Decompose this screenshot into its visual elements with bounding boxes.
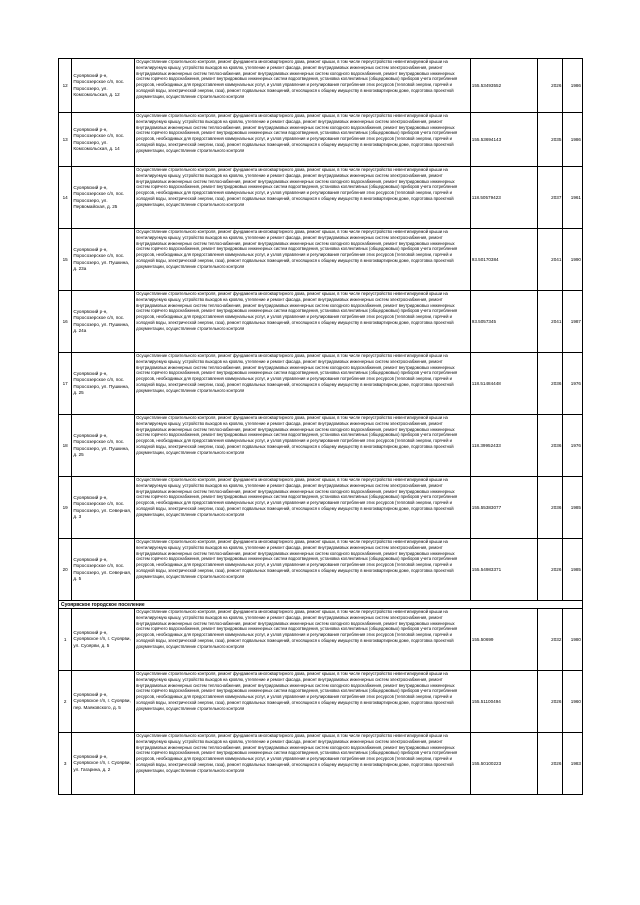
table-row: [59, 353, 583, 415]
table-row: [59, 609, 583, 671]
cost-value: 155.53493552: [470, 59, 537, 113]
house-address: Суоярвский р-н, Поросозерское с/п, пос. Поросозеро, ул. Пушкина, д. 25: [72, 415, 135, 477]
table-body-poroso: [59, 59, 583, 601]
house-address: Суоярвский р-н, Поросозерское с/п, пос. Поросозеро, ул. Пушкина, д. 24а: [72, 291, 135, 353]
section-row: [59, 601, 583, 609]
house-address: Суоярвский р-н, Поросозерское с/п, пос. Поросозеро, ул. Пушкина, д. 23а: [72, 229, 135, 291]
cost-value: 155.54983371: [470, 539, 537, 601]
cost-value: 118.51484448: [470, 353, 537, 415]
row-number: 2: [59, 671, 72, 733]
cost-value: 93.5057345: [470, 291, 537, 353]
cost-value: 118.39952433: [470, 415, 537, 477]
row-number: 19: [59, 477, 72, 539]
repair-year: 2036: [537, 415, 563, 477]
house-address: Суоярвский р-н, Поросозерское с/п, пос. Поросозеро, ул. Первомайская, д. 25: [72, 167, 135, 229]
row-number: 13: [59, 113, 72, 167]
row-number: 18: [59, 415, 72, 477]
row-number: 12: [59, 59, 72, 113]
row-number: 16: [59, 291, 72, 353]
work-description: Осуществление строительного контроля, ремонт фундамента многоквартирного дома, ремонт крыши, в том числе переустройство невентилируемой крыши на вентилируемую крышу, устройство выходов на кровлю, утепление и ремонт фасада, ремонт внутридомовых инженерных систем электроснабжения, ремонт внутридомовых инженерных систем теплоснабжения, ремонт внутридомовых инженерных систем холодного водоснабжения, ремонт внутридомовых инженерных систем горячего водоснабжения, ремонт внутридомовых инженерных систем водоотведения, установка коллективных (общедомовых) приборов учета потребления ресурсов, необходимых для предоставления коммунальных услуг, и узлов управления и регулирования потребления этих ресурсов (тепловой энергии, горячей и холодной воды, электрической энергии, газа), ремонт подвальных помещений, относящихся к общему имуществу в многоквартирном доме, подготовка проектной документации, осуществление строительного контроля: [135, 291, 471, 353]
house-address: Суоярвский р-н, Поросозерское с/п, пос. Поросозеро, ул. Комсомольская, д. 14: [72, 113, 135, 167]
cost-value: 155.50699: [470, 609, 537, 671]
repair-year: 2036: [537, 353, 563, 415]
repair-year: 2036: [537, 477, 563, 539]
build-year: 1983: [563, 733, 583, 795]
work-description: Осуществление строительного контроля, ремонт фундамента многоквартирного дома, ремонт крыши, в том числе переустройство невентилируемой крыши на вентилируемую крышу, устройство выходов на кровлю, утепление и ремонт фасада, ремонт внутридомовых инженерных систем электроснабжения, ремонт внутридомовых инженерных систем теплоснабжения, ремонт внутридомовых инженерных систем холодного водоснабжения, ремонт внутридомовых инженерных систем горячего водоснабжения, ремонт внутридомовых инженерных систем водоотведения, установка коллективных (общедомовых) приборов учета потребления ресурсов, необходимых для предоставления коммунальных услуг, и узлов управления и регулирования потребления этих ресурсов (тепловой энергии, горячей и холодной воды, электрической энергии, газа), ремонт подвальных помещений, относящихся к общему имуществу в многоквартирном доме, подготовка проектной документации, осуществление строительного контроля: [135, 353, 471, 415]
build-year: 1986: [563, 59, 583, 113]
house-address: Суоярвский р-н, Поросозерское с/п, пос. Поросозеро, ул. Комсомольская, д. 12: [72, 59, 135, 113]
table-row: [59, 733, 583, 795]
repair-year: 2026: [537, 539, 563, 601]
build-year: 1985: [563, 539, 583, 601]
row-number: 14: [59, 167, 72, 229]
build-year: 1986: [563, 113, 583, 167]
work-description: Осуществление строительного контроля, ремонт фундамента многоквартирного дома, ремонт крыши, в том числе переустройство невентилируемой крыши на вентилируемую крышу, устройство выходов на кровлю, утепление и ремонт фасада, ремонт внутридомовых инженерных систем электроснабжения, ремонт внутридомовых инженерных систем теплоснабжения, ремонт внутридомовых инженерных систем холодного водоснабжения, ремонт внутридомовых инженерных систем горячего водоснабжения, ремонт внутридомовых инженерных систем водоотведения, установка коллективных (общедомовых) приборов учета потребления ресурсов, необходимых для предоставления коммунальных услуг, и узлов управления и регулирования потребления этих ресурсов (тепловой энергии, горячей и холодной воды, электрической энергии, газа), ремонт подвальных помещений, относящихся к общему имуществу в многоквартирном доме, подготовка проектной документации, осуществление строительного контроля: [135, 229, 471, 291]
row-number: 3: [59, 733, 72, 795]
work-description: Осуществление строительного контроля, ремонт фундамента многоквартирного дома, ремонт крыши, в том числе переустройство невентилируемой крыши на вентилируемую крышу, устройство выходов на кровлю, утепление и ремонт фасада, ремонт внутридомовых инженерных систем электроснабжения, ремонт внутридомовых инженерных систем теплоснабжения, ремонт внутридомовых инженерных систем холодного водоснабжения, ремонт внутридомовых инженерных систем горячего водоснабжения, ремонт внутридомовых инженерных систем водоотведения, установка коллективных (общедомовых) приборов учета потребления ресурсов, необходимых для предоставления коммунальных услуг, и узлов управления и регулирования потребления этих ресурсов (тепловой энергии, горячей и холодной воды, электрической энергии, газа), ремонт подвальных помещений, относящихся к общему имуществу в многоквартирном доме, подготовка проектной документации, осуществление строительного контроля: [135, 609, 471, 671]
cost-value: 155.53694143: [470, 113, 537, 167]
house-address: Суоярвский р-н, Суоярвское г/п, г. Суоярви, ул. Гагарина, д. 2: [72, 733, 135, 795]
build-year: 1976: [563, 415, 583, 477]
work-description: Осуществление строительного контроля, ремонт фундамента многоквартирного дома, ремонт крыши, в том числе переустройство невентилируемой крыши на вентилируемую крышу, устройство выходов на кровлю, утепление и ремонт фасада, ремонт внутридомовых инженерных систем электроснабжения, ремонт внутридомовых инженерных систем теплоснабжения, ремонт внутридомовых инженерных систем холодного водоснабжения, ремонт внутридомовых инженерных систем горячего водоснабжения, ремонт внутридомовых инженерных систем водоотведения, установка коллективных (общедомовых) приборов учета потребления ресурсов, необходимых для предоставления коммунальных услуг, и узлов управления и регулирования потребления этих ресурсов (тепловой энергии, горячей и холодной воды, электрической энергии, газа), ремонт подвальных помещений, относящихся к общему имуществу в многоквартирном доме, подготовка проектной документации, осуществление строительного контроля: [135, 113, 471, 167]
cost-value: 118.50579423: [470, 167, 537, 229]
register-table: [58, 58, 583, 795]
repair-year: 2037: [537, 167, 563, 229]
house-address: Суоярвский р-н, Поросозерское с/п, пос. Поросозеро, ул. Северная, д. 5: [72, 539, 135, 601]
cost-value: 93.50170384: [470, 229, 537, 291]
work-description: Осуществление строительного контроля, ремонт фундамента многоквартирного дома, ремонт крыши, в том числе переустройство невентилируемой крыши на вентилируемую крышу, устройство выходов на кровлю, утепление и ремонт фасада, ремонт внутридомовых инженерных систем электроснабжения, ремонт внутридомовых инженерных систем теплоснабжения, ремонт внутридомовых инженерных систем холодного водоснабжения, ремонт внутридомовых инженерных систем горячего водоснабжения, ремонт внутридомовых инженерных систем водоотведения, установка коллективных (общедомовых) приборов учета потребления ресурсов, необходимых для предоставления коммунальных услуг, и узлов управления и регулирования потребления этих ресурсов (тепловой энергии, горячей и холодной воды, электрической энергии, газа), ремонт подвальных помещений, относящихся к общему имуществу в многоквартирном доме, подготовка проектной документации, осуществление строительного контроля: [135, 167, 471, 229]
repair-year: 2041: [537, 229, 563, 291]
house-address: Суоярвский р-н, Поросозерское с/п, пос. Поросозеро, ул. Пушкина, д. 25: [72, 353, 135, 415]
build-year: 1990: [563, 229, 583, 291]
build-year: 1960: [563, 671, 583, 733]
cost-value: 155.50100223: [470, 733, 537, 795]
repair-year: 2041: [537, 291, 563, 353]
build-year: 1987: [563, 291, 583, 353]
work-description: Осуществление строительного контроля, ремонт фундамента многоквартирного дома, ремонт крыши, в том числе переустройство невентилируемой крыши на вентилируемую крышу, устройство выходов на кровлю, утепление и ремонт фасада, ремонт внутридомовых инженерных систем электроснабжения, ремонт внутридомовых инженерных систем теплоснабжения, ремонт внутридомовых инженерных систем холодного водоснабжения, ремонт внутридомовых инженерных систем горячего водоснабжения, ремонт внутридомовых инженерных систем водоотведения, установка коллективных (общедомовых) приборов учета потребления ресурсов, необходимых для предоставления коммунальных услуг, и узлов управления и регулирования потребления этих ресурсов (тепловой энергии, горячей и холодной воды, электрической энергии, газа), ремонт подвальных помещений, относящихся к общему имуществу в многоквартирном доме, подготовка проектной документации, осуществление строительного контроля: [135, 539, 471, 601]
build-year: 1976: [563, 353, 583, 415]
work-description: Осуществление строительного контроля, ремонт фундамента многоквартирного дома, ремонт крыши, в том числе переустройство невентилируемой крыши на вентилируемую крышу, устройство выходов на кровлю, утепление и ремонт фасада, ремонт внутридомовых инженерных систем электроснабжения, ремонт внутридомовых инженерных систем теплоснабжения, ремонт внутридомовых инженерных систем холодного водоснабжения, ремонт внутридомовых инженерных систем горячего водоснабжения, ремонт внутридомовых инженерных систем водоотведения, установка коллективных (общедомовых) приборов учета потребления ресурсов, необходимых для предоставления коммунальных услуг, и узлов управления и регулирования потребления этих ресурсов (тепловой энергии, горячей и холодной воды, электрической энергии, газа), ремонт подвальных помещений, относящихся к общему имуществу в многоквартирном доме, подготовка проектной документации, осуществление строительного контроля: [135, 415, 471, 477]
work-description: Осуществление строительного контроля, ремонт фундамента многоквартирного дома, ремонт крыши, в том числе переустройство невентилируемой крыши на вентилируемую крышу, устройство выходов на кровлю, утепление и ремонт фасада, ремонт внутридомовых инженерных систем электроснабжения, ремонт внутридомовых инженерных систем теплоснабжения, ремонт внутридомовых инженерных систем холодного водоснабжения, ремонт внутридомовых инженерных систем горячего водоснабжения, ремонт внутридомовых инженерных систем водоотведения, установка коллективных (общедомовых) приборов учета потребления ресурсов, необходимых для предоставления коммунальных услуг, и узлов управления и регулирования потребления этих ресурсов (тепловой энергии, горячей и холодной воды, электрической энергии, газа), ремонт подвальных помещений, относящихся к общему имуществу в многоквартирном доме, подготовка проектной документации, осуществление строительного контроля: [135, 59, 471, 113]
table-body-suojarvi: [59, 609, 583, 795]
table-body-section: [59, 601, 583, 609]
repair-year: 2026: [537, 59, 563, 113]
repair-year: 2032: [537, 609, 563, 671]
build-year: 1985: [563, 477, 583, 539]
table-row: [59, 113, 583, 167]
build-year: 1980: [563, 609, 583, 671]
table-row: [59, 167, 583, 229]
repair-year: 2026: [537, 671, 563, 733]
row-number: 15: [59, 229, 72, 291]
row-number: 20: [59, 539, 72, 601]
row-number: 17: [59, 353, 72, 415]
repair-year: 2026: [537, 733, 563, 795]
work-description: Осуществление строительного контроля, ремонт фундамента многоквартирного дома, ремонт крыши, в том числе переустройство невентилируемой крыши на вентилируемую крышу, устройство выходов на кровлю, утепление и ремонт фасада, ремонт внутридомовых инженерных систем электроснабжения, ремонт внутридомовых инженерных систем теплоснабжения, ремонт внутридомовых инженерных систем холодного водоснабжения, ремонт внутридомовых инженерных систем горячего водоснабжения, ремонт внутридомовых инженерных систем водоотведения, установка коллективных (общедомовых) приборов учета потребления ресурсов, необходимых для предоставления коммунальных услуг, и узлов управления и регулирования потребления этих ресурсов (тепловой энергии, горячей и холодной воды, электрической энергии, газа), ремонт подвальных помещений, относящихся к общему имуществу в многоквартирном доме, подготовка проектной документации, осуществление строительного контроля: [135, 733, 471, 795]
work-description: Осуществление строительного контроля, ремонт фундамента многоквартирного дома, ремонт крыши, в том числе переустройство невентилируемой крыши на вентилируемую крышу, устройство выходов на кровлю, утепление и ремонт фасада, ремонт внутридомовых инженерных систем электроснабжения, ремонт внутридомовых инженерных систем теплоснабжения, ремонт внутридомовых инженерных систем холодного водоснабжения, ремонт внутридомовых инженерных систем горячего водоснабжения, ремонт внутридомовых инженерных систем водоотведения, установка коллективных (общедомовых) приборов учета потребления ресурсов, необходимых для предоставления коммунальных услуг, и узлов управления и регулирования потребления этих ресурсов (тепловой энергии, горячей и холодной воды, электрической энергии, газа), ремонт подвальных помещений, относящихся к общему имуществу в многоквартирном доме, подготовка проектной документации, осуществление строительного контроля: [135, 671, 471, 733]
table-row: [59, 415, 583, 477]
table-row: [59, 539, 583, 601]
cost-value: 155.51100494: [470, 671, 537, 733]
house-address: Суоярвский р-н, Поросозерское с/п, пос. Поросозеро, ул. Северная, д. 3: [72, 477, 135, 539]
table-row: [59, 229, 583, 291]
row-number: 1: [59, 609, 72, 671]
table-row: [59, 59, 583, 113]
house-address: Суоярвский р-н, Суоярвское г/п, г. Суоярви, ул. Суоярви, д. 5: [72, 609, 135, 671]
cost-value: 155.55383077: [470, 477, 537, 539]
build-year: 1961: [563, 167, 583, 229]
table-row: [59, 477, 583, 539]
repair-year: 2035: [537, 113, 563, 167]
table-row: [59, 291, 583, 353]
work-description: Осуществление строительного контроля, ремонт фундамента многоквартирного дома, ремонт крыши, в том числе переустройство невентилируемой крыши на вентилируемую крышу, устройство выходов на кровлю, утепление и ремонт фасада, ремонт внутридомовых инженерных систем электроснабжения, ремонт внутридомовых инженерных систем теплоснабжения, ремонт внутридомовых инженерных систем холодного водоснабжения, ремонт внутридомовых инженерных систем горячего водоснабжения, ремонт внутридомовых инженерных систем водоотведения, установка коллективных (общедомовых) приборов учета потребления ресурсов, необходимых для предоставления коммунальных услуг, и узлов управления и регулирования потребления этих ресурсов (тепловой энергии, горячей и холодной воды, электрической энергии, газа), ремонт подвальных помещений, относящихся к общему имуществу в многоквартирном доме, подготовка проектной документации, осуществление строительного контроля: [135, 477, 471, 539]
house-address: Суоярвский р-н, Суоярвское г/п, г. Суоярви, пер. Маяковского, д. 5: [72, 671, 135, 733]
table-row: [59, 671, 583, 733]
section-title: Суоярвское городское поселение: [59, 601, 583, 609]
